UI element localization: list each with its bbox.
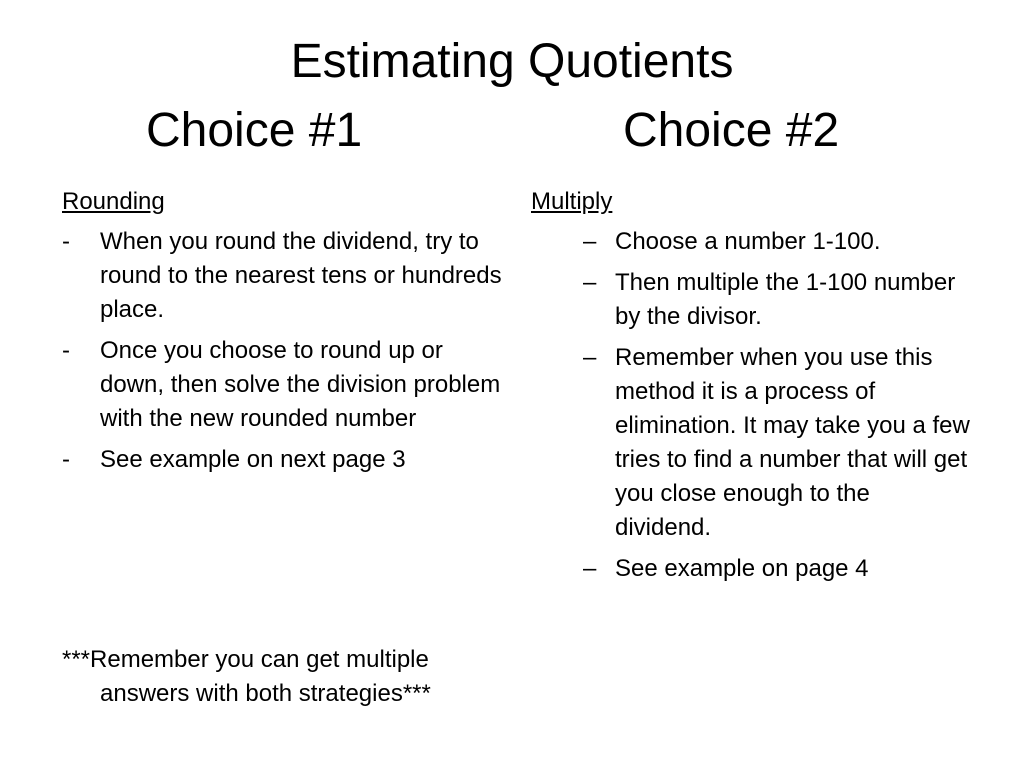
list-item — [531, 266, 971, 334]
rounding-column — [62, 185, 502, 484]
en-dash-bullet: – — [583, 228, 597, 255]
multiply-column — [531, 185, 971, 593]
list-item — [62, 443, 502, 477]
list-item — [531, 225, 971, 259]
list-item-text: See example on page 4 — [615, 555, 869, 582]
list-item-text: Remember when you use this method it is a process of elimination. It may take you a few tries to find a number that will get you close enough to the dividend. — [615, 344, 970, 541]
multiply-heading: Multiply — [531, 188, 613, 215]
list-item — [531, 341, 971, 545]
list-item-text: When you round the dividend, try to round to the nearest tens or hundreds place. — [100, 228, 502, 323]
en-dash-bullet: – — [583, 555, 597, 582]
dash-bullet: - — [62, 228, 70, 255]
list-item-text: Choose a number 1-100. — [615, 228, 881, 255]
remember-note: ***Remember you can get multiple answers with both strategies*** — [62, 646, 431, 707]
en-dash-bullet: – — [583, 344, 597, 371]
list-item-text: Once you choose to round up or down, then solve the division problem with the new rounded number — [100, 337, 501, 432]
dash-bullet: - — [62, 337, 70, 364]
rounding-list — [62, 225, 502, 477]
list-item — [531, 552, 971, 586]
list-item — [62, 334, 502, 436]
slide-title: Estimating Quotients — [290, 35, 734, 88]
multiply-list — [531, 225, 971, 586]
rounding-heading: Rounding — [62, 188, 165, 215]
list-item-text: Then multiple the 1-100 number by the divisor. — [615, 269, 956, 330]
dash-bullet: - — [62, 446, 70, 473]
choice-2-heading: Choice #2 — [623, 104, 840, 157]
choice-1-heading: Choice #1 — [146, 104, 363, 157]
list-item — [62, 225, 502, 327]
list-item-text: See example on next page 3 — [100, 446, 406, 473]
en-dash-bullet: – — [583, 269, 597, 296]
